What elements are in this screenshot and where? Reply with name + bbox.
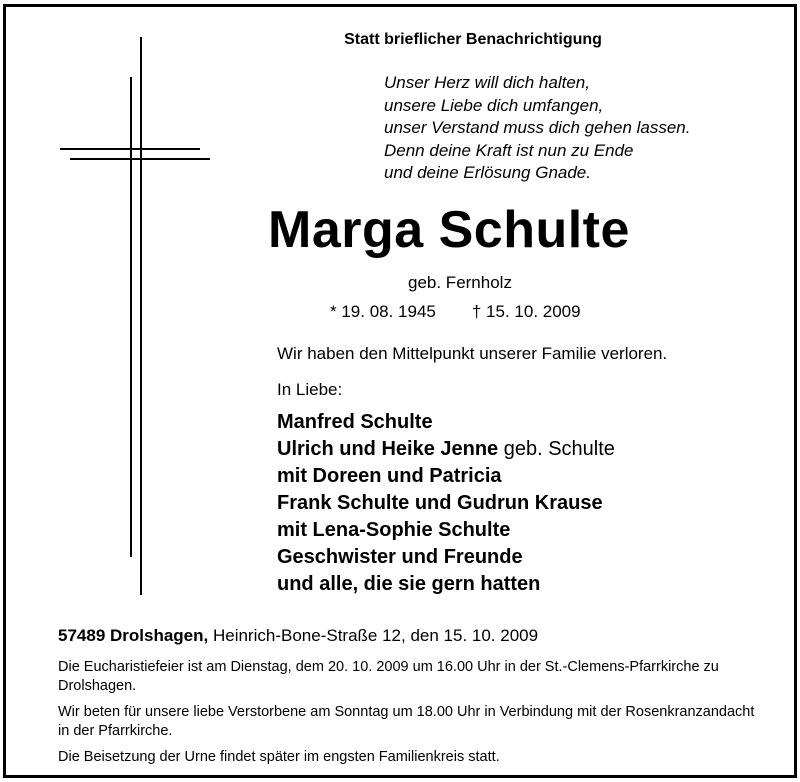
- birth-name: geb. Fernholz: [408, 273, 512, 292]
- place-and-date: 57489 Drolshagen, Heinrich-Bone-Straße 12, den 15. 10. 2009: [58, 626, 539, 645]
- poem-line: unser Verstand muss dich gehen lassen.: [384, 118, 691, 137]
- mourner-line: und alle, die sie gern hatten: [277, 573, 541, 595]
- birth-date: * 19. 08. 1945: [330, 302, 436, 321]
- deceased-name: Marga Schulte: [268, 201, 630, 259]
- rosary-info: Wir beten für unsere liebe Verstorbene am Sonntag um 18.00 Uhr in Verbindung mit der Rosenkranzandacht in der Pfarrkirche.: [58, 704, 755, 739]
- poem-line: unsere Liebe dich umfangen,: [384, 95, 604, 115]
- mourner-line: Manfred Schulte: [277, 411, 433, 433]
- death-date: † 15. 10. 2009: [471, 302, 581, 321]
- life-dates: [330, 302, 581, 322]
- mourner-line: mit Lena-Sophie Schulte: [277, 519, 511, 541]
- mourner-line: Frank Schulte und Gudrun Krause: [277, 492, 603, 514]
- poem-line: Unser Herz will dich halten,: [384, 73, 590, 92]
- mourners-list: [277, 409, 615, 598]
- poem-line: Denn deine Kraft ist nun zu Ende: [384, 140, 634, 160]
- notice-header: Statt brieflicher Benachrichtigung: [344, 31, 602, 48]
- cross-horizontal-bar-2: [70, 158, 210, 160]
- in-love-label: In Liebe:: [277, 380, 343, 399]
- mourner-line: Geschwister und Freunde: [277, 546, 523, 568]
- poem: [384, 72, 691, 185]
- cross-horizontal-bar-1: [60, 148, 200, 150]
- funeral-mass-info: Die Eucharistiefeier ist am Dienstag, dem 20. 10. 2009 um 16.00 Uhr in der St.-Clemens-Pfarrkirche zu Drolshagen.: [58, 659, 719, 694]
- mourning-sentence: Wir haben den Mittelpunkt unserer Familie verloren.: [277, 344, 668, 363]
- burial-info: Die Beisetzung der Urne findet später im engsten Familienkreis statt.: [58, 749, 500, 765]
- mourner-line: Ulrich und Heike Jenne geb. Schulte: [277, 438, 615, 460]
- cross-vertical-bar-1: [140, 37, 142, 595]
- mourner-line: mit Doreen und Patricia: [277, 465, 502, 487]
- poem-line: und deine Erlösung Gnade.: [384, 163, 591, 182]
